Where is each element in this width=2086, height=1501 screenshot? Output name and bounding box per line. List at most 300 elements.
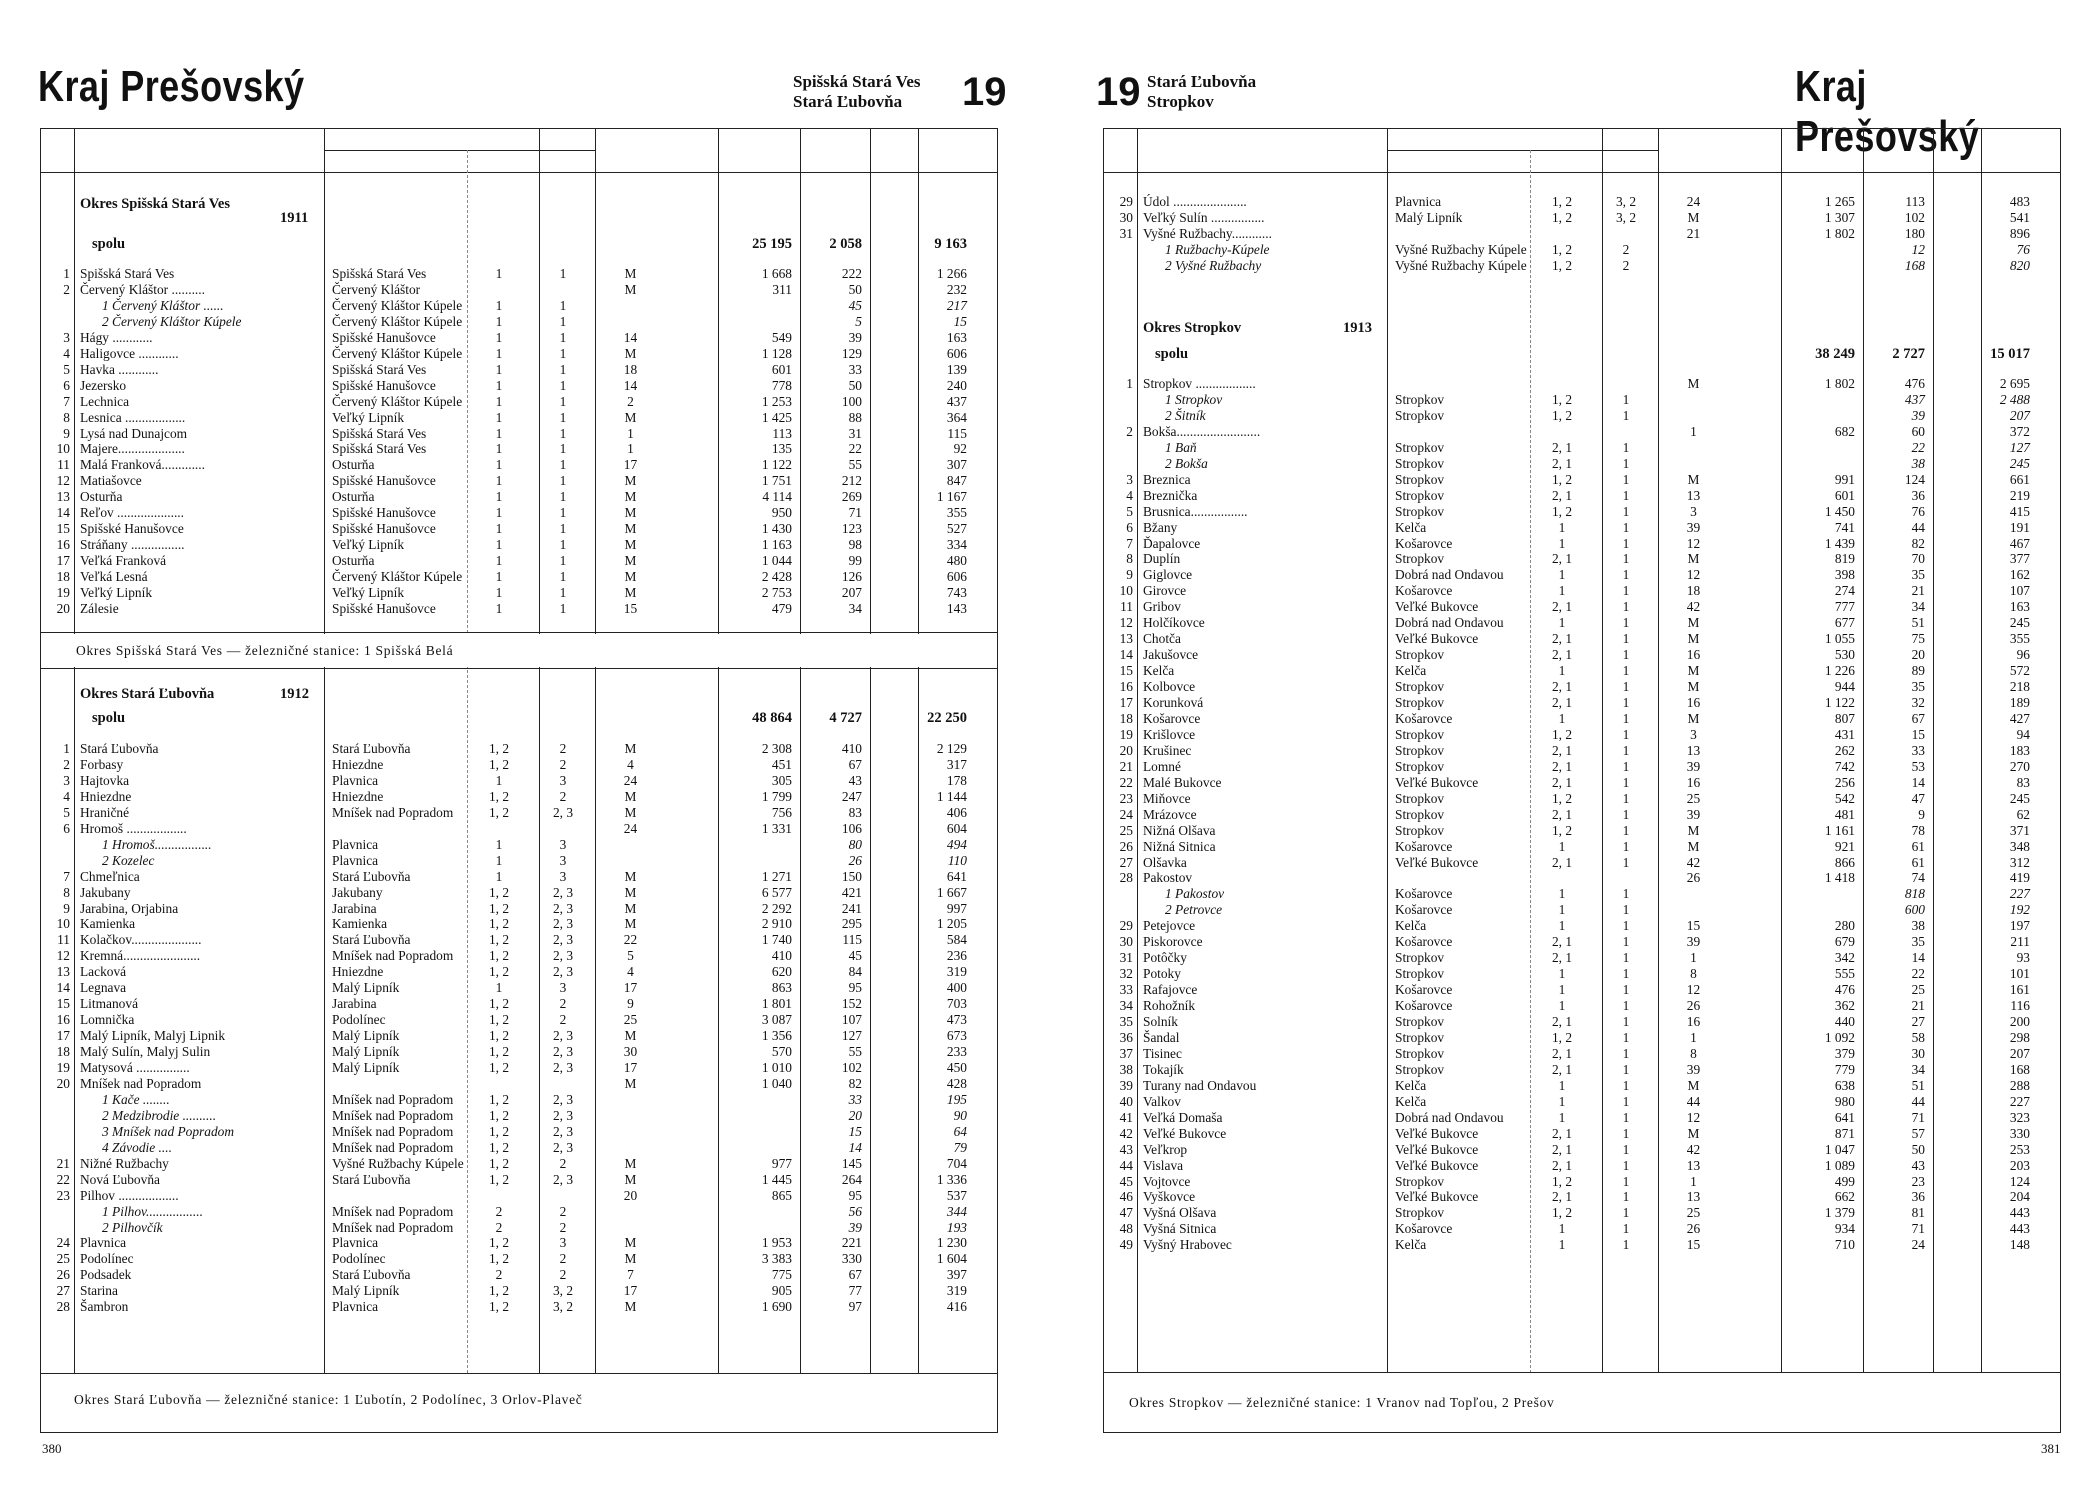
cell-rad: 6 (63, 820, 70, 836)
cell-osobna: 1 (1558, 1109, 1566, 1125)
cell-osobna: 1 (495, 585, 503, 600)
cell-obyv: 2 695 (1999, 376, 2030, 391)
cell-osobna: 1 (495, 329, 503, 345)
table-row (1043, 1221, 2086, 1236)
cell-domov: 127 (841, 1028, 862, 1044)
cell-plocha: 1 226 (1824, 663, 1855, 679)
table-row (0, 394, 1043, 409)
cell-nakladova: 3, 2 (1615, 209, 1637, 225)
cell-obyv: 480 (946, 553, 967, 569)
cell-plocha: 1 445 (761, 1171, 792, 1187)
table-row (0, 489, 1043, 504)
cell-obyv: 217 (946, 297, 967, 313)
table-row (1043, 1189, 2086, 1204)
cell-nakladova: 1 (1622, 806, 1630, 822)
cell-osobna: 1 (1558, 998, 1566, 1014)
cell-obyv: 307 (946, 457, 967, 473)
cell-nakladova: 2, 3 (552, 1171, 574, 1187)
cell-obec: 1 Hromoš................. (102, 836, 212, 852)
cell-postovy: Košarovce (1395, 982, 1453, 998)
cell-obvod: M (1687, 1077, 1700, 1093)
cell-rad: 35 (1119, 1014, 1133, 1029)
cell-rad: 30 (1119, 934, 1133, 950)
cell-postovy: Košarovce (1395, 902, 1453, 918)
cell-domov: 9 (1918, 806, 1925, 822)
cell-plocha: 481 (1834, 806, 1855, 822)
cell-osobna: 1 (1558, 1237, 1566, 1253)
cell-obvod: M (1687, 822, 1700, 838)
cell-obyv: 233 (946, 1044, 967, 1060)
cell-obec: Malé Bukovce (1143, 774, 1222, 790)
cell-domov: 55 (848, 457, 862, 473)
cell-rad: 10 (56, 441, 70, 457)
cell-obec: Veľké Bukovce (1143, 1125, 1227, 1141)
cell-domov: 106 (841, 820, 862, 836)
cell-nakladova: 2, 3 (552, 804, 574, 820)
cell-nakladova: 3 (559, 1235, 567, 1251)
cell-postovy: Kelča (1395, 1237, 1427, 1253)
cell-obvod: M (624, 409, 637, 425)
cell-osobna: 1, 2 (488, 1028, 510, 1044)
cell-domov: 207 (841, 585, 862, 600)
cell-plocha: 950 (771, 505, 792, 521)
cell-plocha: 1 799 (761, 788, 792, 804)
cell-obyv: 143 (946, 600, 967, 616)
cell-obec: Miňovce (1143, 790, 1191, 806)
cell-obec: Tisinec (1143, 1045, 1182, 1061)
cell-nakladova: 2, 3 (552, 900, 574, 916)
table-row (0, 789, 1043, 804)
cell-obvod: M (1687, 663, 1700, 679)
cell-nakladova: 1 (559, 505, 567, 521)
cell-postovy: Mníšek nad Popradom (332, 1107, 454, 1123)
cell-plocha: 1 802 (1824, 225, 1855, 241)
cell-domov: 75 (1911, 631, 1925, 647)
cell-rad: 4 (1126, 487, 1133, 503)
cell-postovy: Hniezdne (332, 788, 384, 804)
cell-obec: Lomnička (80, 1012, 135, 1028)
cell-plocha: 1 307 (1824, 209, 1855, 225)
cell-rad: 5 (1126, 503, 1133, 519)
cell-osobna: 2, 1 (1551, 1189, 1573, 1205)
cell-postovy: Mníšek nad Popradom (332, 804, 454, 820)
cell-obec: Malý Sulín, Malyj Sulin (80, 1044, 211, 1060)
cell-obyv: 62 (2016, 806, 2030, 822)
cell-nakladova: 1 (1622, 758, 1630, 774)
cell-nakladova: 1 (1622, 695, 1630, 710)
cell-rad: 26 (56, 1267, 70, 1283)
cell-osobna: 1, 2 (1551, 1173, 1573, 1189)
cell-osobna: 1 (495, 553, 503, 569)
cell-obvod: M (1687, 209, 1700, 225)
table-row (0, 885, 1043, 900)
cell-obec: Lechnica (80, 393, 130, 409)
cell-obec: Mníšek nad Popradom (80, 1075, 202, 1091)
cell-domov: 14 (848, 1139, 862, 1155)
cell-postovy: Stará Ľubovňa (332, 868, 411, 884)
cell-obvod: 25 (623, 1012, 638, 1028)
cell-domov: 45 (848, 948, 862, 964)
cell-obec: Krušinec (1143, 742, 1192, 758)
cell-domov: 47 (1911, 790, 1925, 806)
cell-obyv: 377 (2009, 551, 2030, 567)
cell-plocha: 499 (1834, 1173, 1855, 1189)
table-row (1043, 902, 2086, 917)
cell-osobna: 1, 2 (1551, 194, 1573, 209)
cell-nakladova: 2, 3 (552, 884, 574, 900)
cell-obyv: 527 (946, 521, 967, 537)
cell-domov: 56 (848, 1203, 862, 1219)
cell-osobna: 1 (495, 377, 503, 393)
table-row (1043, 551, 2086, 566)
cell-rad: 25 (1119, 822, 1133, 838)
table-row (0, 1044, 1043, 1059)
cell-obyv: 606 (946, 569, 967, 585)
cell-rad: 28 (1119, 870, 1133, 886)
cell-obvod: 15 (623, 600, 638, 616)
cell-domov: 95 (848, 980, 862, 996)
cell-rad: 42 (1119, 1125, 1133, 1141)
cell-postovy: Hniezdne (332, 964, 384, 980)
cell-nakladova: 2 (559, 1012, 567, 1028)
cell-obec: Zálesie (80, 600, 119, 616)
cell-obvod: 1 (627, 425, 634, 441)
cell-rad: 13 (1119, 631, 1133, 647)
table-row (0, 569, 1043, 584)
cell-domov: 44 (1911, 1093, 1925, 1109)
cell-obyv: 163 (946, 329, 967, 345)
cell-postovy: Veľký Lipník (332, 409, 405, 425)
cell-plocha: 379 (1834, 1045, 1855, 1061)
cell-obyv: 189 (2009, 695, 2030, 710)
spolu-domov: 2 058 (829, 236, 862, 252)
cell-obyv: 253 (2009, 1141, 2030, 1157)
cell-obvod: 13 (1686, 742, 1701, 758)
cell-osobna: 1 (1558, 1077, 1566, 1093)
cell-osobna: 1, 2 (488, 788, 510, 804)
cell-obvod: 1 (1690, 1029, 1697, 1045)
cell-rad: 48 (1119, 1221, 1133, 1237)
cell-postovy: Plavnica (332, 852, 379, 868)
table-row (0, 1267, 1043, 1282)
page-title: Kraj Prešovský (1795, 62, 1980, 161)
cell-nakladova: 1 (559, 489, 567, 505)
cell-nakladova: 2 (1622, 241, 1630, 257)
cell-domov: 32 (1911, 695, 1925, 710)
cell-obvod: 1 (1690, 1173, 1697, 1189)
cell-postovy: Mníšek nad Popradom (332, 1123, 454, 1139)
cell-osobna: 1 (495, 505, 503, 521)
cell-obvod: 42 (1686, 1141, 1701, 1157)
table-row (0, 1092, 1043, 1107)
cell-osobna: 1 (1558, 886, 1566, 902)
cell-nakladova: 1 (1622, 1141, 1630, 1157)
cell-obyv: 90 (953, 1107, 967, 1123)
cell-domov: 330 (841, 1251, 862, 1267)
cell-postovy: Stropkov (1395, 679, 1445, 695)
cell-domov: 102 (1904, 209, 1925, 225)
cell-domov: 35 (1911, 679, 1925, 695)
table-row (0, 821, 1043, 836)
cell-domov: 61 (1911, 854, 1925, 870)
cell-nakladova: 1 (1622, 551, 1630, 567)
cell-osobna: 2, 1 (1551, 439, 1573, 455)
cell-domov: 33 (1911, 742, 1925, 758)
cell-postovy: Jakubany (332, 884, 383, 900)
cell-domov: 12 (1911, 241, 1925, 257)
table-row (1043, 727, 2086, 742)
cell-plocha: 262 (1834, 742, 1855, 758)
cell-rad: 29 (1119, 918, 1133, 934)
cell-domov: 81 (1911, 1205, 1925, 1221)
cell-obvod: 1 (1690, 950, 1697, 966)
cell-osobna: 1, 2 (488, 1060, 510, 1075)
cell-postovy: Stropkov (1395, 950, 1445, 966)
table-row (0, 1108, 1043, 1123)
cell-obvod: 12 (1686, 535, 1701, 551)
cell-obvod: M (1687, 631, 1700, 647)
cell-rad: 3 (63, 772, 70, 788)
cell-nakladova: 1 (1622, 1029, 1630, 1045)
cell-obec: Petejovce (1143, 918, 1196, 934)
cell-obyv: 572 (2009, 663, 2030, 679)
cell-obvod: 12 (1686, 567, 1701, 583)
cell-osobna: 1, 2 (488, 900, 510, 916)
cell-rad: 9 (63, 425, 70, 441)
cell-postovy: Stropkov (1395, 758, 1445, 774)
cell-plocha: 1 751 (761, 473, 792, 489)
cell-obvod: 2 (627, 393, 634, 409)
cell-postovy: Malý Lipník (332, 1283, 400, 1299)
cell-rad: 17 (56, 553, 70, 569)
cell-osobna: 1 (495, 361, 503, 377)
cell-obec: 1 Ružbachy-Kúpele (1165, 241, 1270, 257)
cell-obyv: 183 (2009, 742, 2030, 758)
cell-postovy: Stropkov (1395, 790, 1445, 806)
cell-domov: 410 (841, 741, 862, 756)
cell-rad: 4 (63, 788, 70, 804)
cell-domov: 88 (848, 409, 862, 425)
cell-rad: 22 (56, 1171, 70, 1187)
cell-rad: 15 (56, 996, 70, 1012)
cell-osobna: 1, 2 (488, 1012, 510, 1028)
cell-postovy: Stropkov (1395, 439, 1445, 455)
cell-obvod: 14 (623, 329, 638, 345)
cell-osobna: 1, 2 (488, 741, 510, 756)
cell-plocha: 819 (1834, 551, 1855, 567)
cell-rad: 18 (1119, 710, 1133, 726)
cell-obvod: 39 (1686, 758, 1701, 774)
spolu-obyv: 22 250 (927, 710, 967, 726)
cell-osobna: 2 (495, 1267, 503, 1283)
cell-obec: Jakušovce (1143, 647, 1199, 663)
cell-rad: 6 (63, 377, 70, 393)
cell-obvod: 16 (1686, 695, 1701, 710)
okres-title: Okres Stropkov (1143, 320, 1242, 336)
cell-rad: 4 (63, 345, 70, 361)
okres-title: Okres Spišská Stará Ves (80, 196, 231, 212)
table-row (0, 601, 1043, 616)
cell-obec: Spišské Hanušovce (80, 521, 184, 537)
cell-osobna: 1 (1558, 710, 1566, 726)
cell-plocha: 1 801 (761, 996, 792, 1012)
cell-nakladova: 1 (559, 585, 567, 600)
cell-osobna: 1, 2 (488, 1139, 510, 1155)
table-row (1043, 775, 2086, 790)
table-row (1043, 966, 2086, 981)
cell-domov: 51 (1911, 1077, 1925, 1093)
cell-obyv: 1 266 (936, 266, 967, 281)
cell-domov: 14 (1911, 950, 1925, 966)
cell-postovy: Veľké Bukovce (1395, 1189, 1479, 1205)
cell-plocha: 601 (1834, 487, 1855, 503)
cell-domov: 15 (1911, 726, 1925, 742)
cell-obec: Jarabina, Orjabina (80, 900, 179, 916)
cell-osobna: 2, 1 (1551, 806, 1573, 822)
cell-obvod: M (624, 1075, 637, 1091)
cell-postovy: Dobrá nad Ondavou (1395, 1109, 1504, 1125)
table-row (1043, 982, 2086, 997)
cell-plocha: 662 (1834, 1189, 1855, 1205)
cell-domov: 97 (848, 1299, 862, 1315)
cell-osobna: 1 (1558, 918, 1566, 934)
cell-postovy: Plavnica (332, 1299, 379, 1315)
cell-rad: 7 (63, 393, 70, 409)
cell-obvod: 25 (1686, 790, 1701, 806)
cell-obyv: 443 (2009, 1205, 2030, 1221)
cell-osobna: 1 (1558, 902, 1566, 918)
cell-domov: 14 (1911, 774, 1925, 790)
cell-obvod: 16 (1686, 647, 1701, 663)
subheader-rule (1387, 150, 1658, 151)
cell-obec: Starina (80, 1283, 118, 1299)
cell-osobna: 1, 2 (488, 1171, 510, 1187)
cell-postovy: Stará Ľubovňa (332, 1267, 411, 1283)
table-row (1043, 934, 2086, 949)
cell-plocha: 570 (771, 1044, 792, 1060)
table-row (1043, 536, 2086, 551)
cell-nakladova: 1 (559, 473, 567, 489)
cell-obvod: 39 (1686, 519, 1701, 535)
cell-plocha: 4 114 (762, 489, 792, 505)
cell-rad: 14 (56, 980, 70, 996)
cell-obec: 1 Červený Kláštor ...... (102, 297, 224, 313)
cell-nakladova: 1 (1622, 998, 1630, 1014)
cell-obyv: 139 (946, 361, 967, 377)
cell-rad: 15 (56, 521, 70, 537)
cell-rad: 17 (1119, 695, 1133, 710)
cell-nakladova: 1 (559, 297, 567, 313)
cell-obvod: M (624, 553, 637, 569)
cell-obec: Piskorovce (1143, 934, 1203, 950)
cell-nakladova: 1 (1622, 615, 1630, 631)
cell-domov: 150 (841, 868, 862, 884)
cell-rad: 27 (56, 1283, 70, 1299)
cell-obec: 1 Stropkov (1165, 391, 1223, 407)
cell-plocha: 638 (1834, 1077, 1855, 1093)
cell-osobna: 1 (495, 569, 503, 585)
cell-obyv: 604 (946, 820, 967, 836)
cell-domov: 60 (1911, 423, 1925, 439)
cell-postovy: Košarovce (1395, 710, 1453, 726)
cell-obvod: M (624, 1155, 637, 1171)
cell-postovy: Malý Lipník (332, 980, 400, 996)
cell-postovy: Kelča (1395, 1093, 1427, 1109)
cell-postovy: Košarovce (1395, 886, 1453, 902)
cell-postovy: Malý Lipník (332, 1044, 400, 1060)
cell-obyv: 317 (946, 756, 967, 772)
cell-osobna: 1 (1558, 519, 1566, 535)
cell-obvod: M (624, 1299, 637, 1315)
cell-obec: Reľov .................... (80, 505, 185, 521)
cell-obec: Gribov (1143, 599, 1181, 615)
cell-rad: 7 (1126, 535, 1133, 551)
cell-obyv: 537 (946, 1187, 967, 1203)
cell-postovy: Stropkov (1395, 1014, 1445, 1029)
cell-rad: 41 (1119, 1109, 1133, 1125)
cell-plocha: 479 (771, 600, 792, 616)
cell-domov: 100 (841, 393, 862, 409)
cell-postovy: Košarovce (1395, 1221, 1453, 1237)
cell-plocha: 135 (771, 441, 792, 457)
cell-obyv: 83 (2016, 774, 2030, 790)
cell-postovy: Mníšek nad Popradom (332, 1091, 454, 1107)
cell-osobna: 1, 2 (1551, 726, 1573, 742)
cell-obvod: 9 (627, 996, 634, 1012)
cell-domov: 50 (848, 281, 862, 297)
cell-postovy: Veľký Lipník (332, 537, 405, 553)
cell-nakladova: 2 (559, 1203, 567, 1219)
cell-plocha: 113 (772, 425, 792, 441)
cell-plocha: 807 (1834, 710, 1855, 726)
cell-obvod: M (624, 900, 637, 916)
cell-nakladova: 1 (559, 521, 567, 537)
cell-plocha: 865 (771, 1187, 792, 1203)
cell-nakladova: 1 (1622, 742, 1630, 758)
cell-obec: Giglovce (1143, 567, 1193, 583)
cell-osobna: 1, 2 (1551, 241, 1573, 257)
cell-nakladova: 1 (1622, 774, 1630, 790)
cell-domov: 35 (1911, 934, 1925, 950)
cell-osobna: 1, 2 (488, 1283, 510, 1299)
cell-domov: 78 (1911, 822, 1925, 838)
cell-obec: Kelča (1143, 663, 1175, 679)
cell-rad: 34 (1119, 998, 1133, 1014)
cell-nakladova: 1 (1622, 966, 1630, 982)
table-row (0, 773, 1043, 788)
table-row (0, 916, 1043, 931)
cell-plocha: 1 418 (1824, 870, 1855, 886)
table-row (1043, 855, 2086, 870)
cell-obyv: 79 (953, 1139, 967, 1155)
cell-nakladova: 3, 2 (552, 1299, 574, 1315)
cell-obvod: 16 (1686, 1014, 1701, 1029)
cell-postovy: Spišské Hanušovce (332, 505, 436, 521)
cell-domov: 44 (1911, 519, 1925, 535)
cell-rad: 32 (1119, 966, 1133, 982)
cell-nakladova: 1 (1622, 519, 1630, 535)
cell-domov: 89 (1911, 663, 1925, 679)
cell-obvod: 15 (1686, 918, 1701, 934)
table-row (1043, 823, 2086, 838)
cell-obvod: M (624, 505, 637, 521)
cell-rad: 8 (1126, 551, 1133, 567)
header-number: 19 (1096, 70, 1141, 114)
cell-nakladova: 2, 3 (552, 964, 574, 980)
cell-obyv: 204 (2009, 1189, 2030, 1205)
cell-nakladova: 1 (1622, 583, 1630, 599)
cell-postovy: Stropkov (1395, 1205, 1445, 1221)
